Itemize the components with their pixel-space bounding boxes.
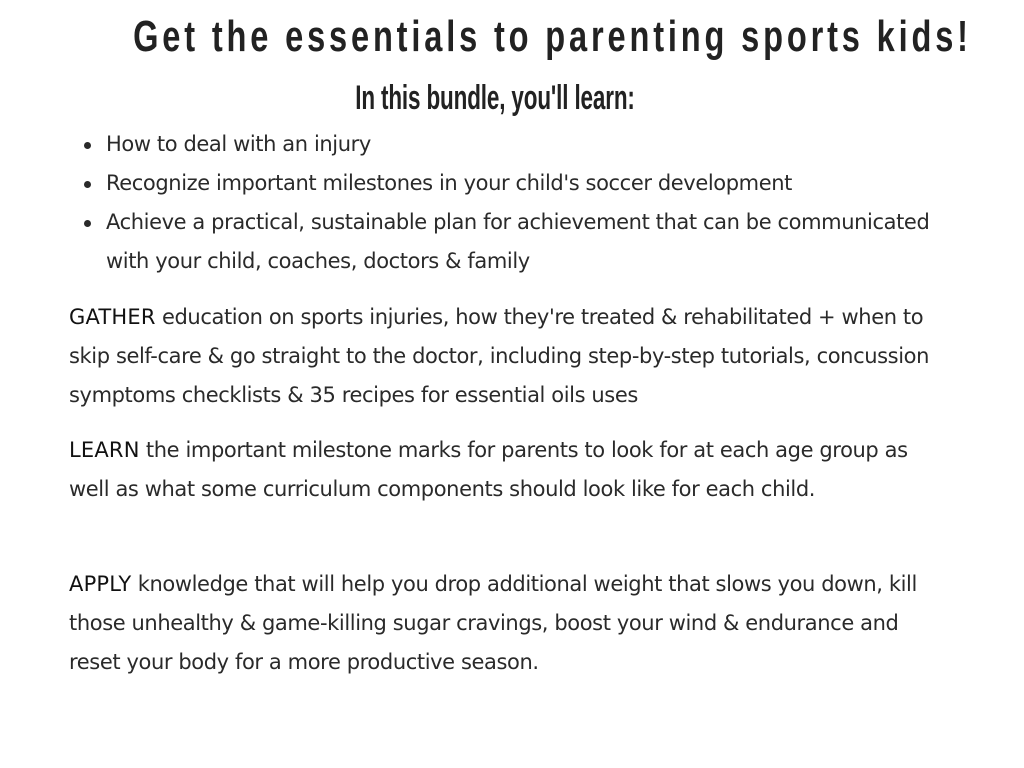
apply-text: knowledge that will help you drop additional weight that slows you down, kill those unhealthy & game-killing sugar cravings, boost your wind & endurance and reset your body for a more productive season. xyxy=(69,572,917,674)
gather-text: education on sports injuries, how they're treated & rehabilitated + when to skip self-care & go straight to the doctor, including step-by-step tutorials, concussion symptoms checklists & 35 recipes for essential oils uses xyxy=(69,305,929,407)
list-item xyxy=(72,203,952,281)
page-title: Get the essentials to parenting sports kids! xyxy=(133,12,972,61)
apply-keyword: APPLY xyxy=(69,572,132,596)
learning-list xyxy=(72,125,952,281)
bullet-dot-icon xyxy=(84,220,91,227)
gather-paragraph xyxy=(69,298,949,415)
learn-keyword: LEARN xyxy=(69,438,140,462)
list-item xyxy=(72,164,952,203)
gather-keyword: GATHER xyxy=(69,305,156,329)
apply-paragraph xyxy=(69,565,949,682)
list-item-text: Recognize important milestones in your child's soccer development xyxy=(106,171,792,195)
list-item-text: Achieve a practical, sustainable plan for achievement that can be communicated with your child, coaches, doctors & family xyxy=(106,210,930,273)
bullet-dot-icon xyxy=(84,142,91,149)
list-item xyxy=(72,125,952,164)
list-item-text: How to deal with an injury xyxy=(106,132,371,156)
page-subtitle: In this bundle, you'll learn: xyxy=(355,79,635,117)
learn-paragraph xyxy=(69,431,949,509)
bullet-dot-icon xyxy=(84,181,91,188)
learn-text: the important milestone marks for parents to look for at each age group as well as what some curriculum components should look like for each child. xyxy=(69,438,908,501)
